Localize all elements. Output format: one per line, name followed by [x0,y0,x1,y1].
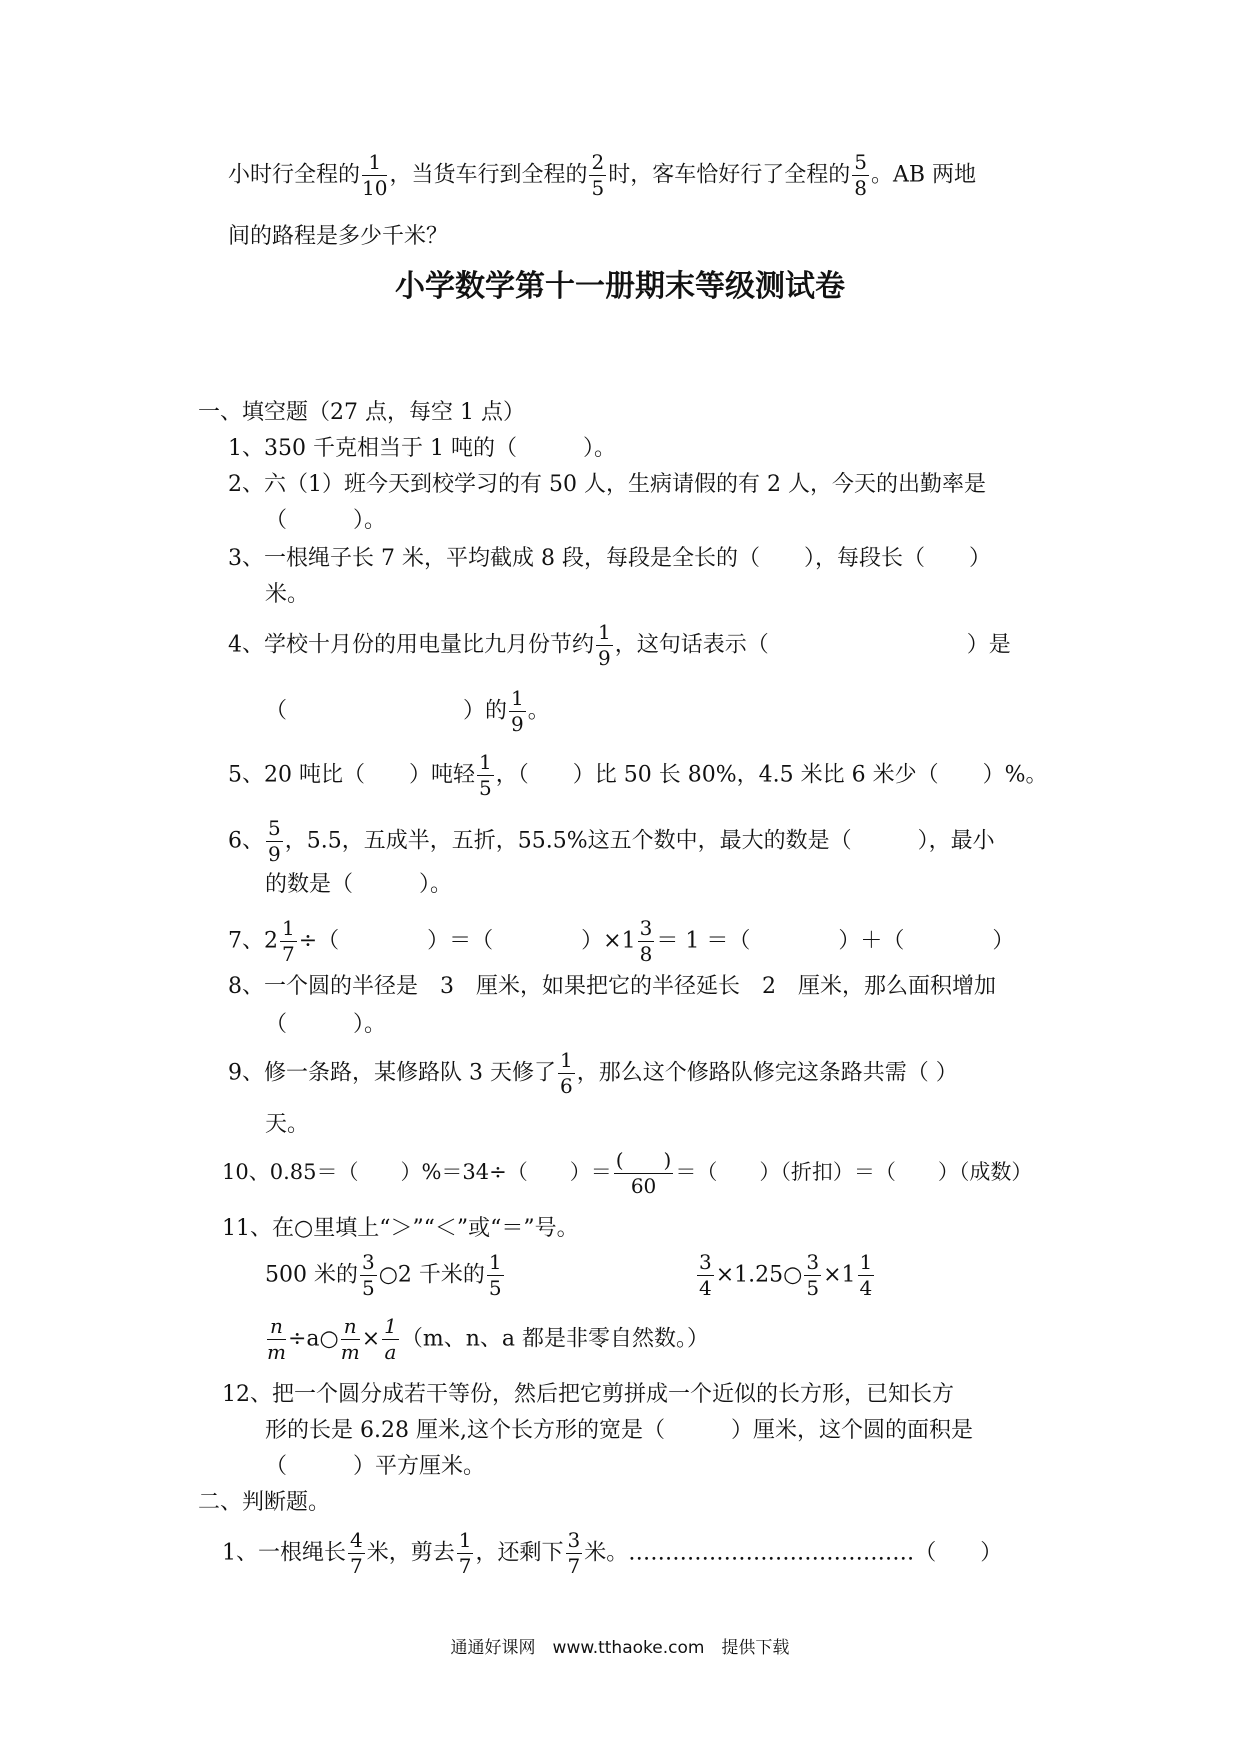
text: 7、2 [228,928,278,954]
denominator: 4 [859,1276,873,1300]
fraction [697,1252,714,1299]
question-6-line1 [228,818,995,865]
numerator: ( ) [615,1148,672,1172]
question-11-compare-2 [695,1252,876,1299]
text: ，那么这个修路队修完这条路共需（ ） [576,1060,958,1086]
text: ＝ 1 ＝（ ）＋（ ） [656,928,1015,954]
fraction [382,1316,399,1363]
question-2-line1: 2、六（1）班今天到校学习的有 50 人，生病请假的有 2 人，今天的出勤率是 [228,472,986,497]
question-6-line2: 的数是（ ）。 [265,872,453,897]
denominator: 5 [591,176,605,200]
question-1: 1、350 千克相当于 1 吨的（ ）。 [228,436,616,461]
numerator: 1 [859,1250,873,1274]
text: 。 [527,698,550,724]
fraction [804,1252,821,1299]
numerator: 1 [598,620,611,644]
question-9-line1 [228,1050,958,1097]
text: 9、修一条路，某修路队 3 天修了 [228,1060,556,1086]
question-12-line3: （ ）平方厘米。 [265,1454,486,1479]
numerator: 3 [806,1250,820,1274]
fraction [638,918,655,965]
text: 米，剪去 [366,1540,455,1566]
numerator: 3 [699,1250,712,1274]
text: ，还剩下 [475,1540,564,1566]
numerator: 1 [479,750,492,774]
text: 时，客车恰好行了全程的 [608,162,851,188]
text: ，当货车行到全程的 [389,162,588,188]
fraction [852,152,869,199]
question-3-line1: 3、一根绳子长 7 米，平均截成 8 段，每段是全长的（ ），每段长（ ） [228,546,991,571]
text: 。AB 两地 [870,162,977,188]
numerator: 3 [567,1528,581,1552]
text: ，这句话表示（ ）是 [614,632,1011,658]
problem-continuation-line2: 间的路程是多少千米？ [228,224,449,249]
numerator: 5 [854,150,867,174]
fraction [266,818,283,865]
denominator: m [267,1340,286,1364]
text: 10、0.85＝（ ）%＝34÷（ ）＝ [222,1160,612,1184]
fraction [457,1530,474,1577]
denominator: 7 [458,1554,472,1578]
denominator: 6 [559,1074,573,1098]
question-11-compare-1 [265,1252,506,1299]
denominator: 8 [639,942,653,966]
question-2-line2: （ ）。 [265,508,387,533]
denominator: 5 [479,776,492,800]
text: 5、20 吨比（ ）吨轻 [228,762,475,788]
denominator: 9 [511,712,524,736]
section-heading-fill-in: 一、填空题（27 点，每空 1 点） [198,400,525,425]
text: 6、 [228,828,264,854]
fraction [614,1150,674,1197]
denominator: 8 [854,176,867,200]
fraction [362,152,387,199]
numerator: 5 [268,816,281,840]
fraction [348,1530,365,1577]
denominator: 5 [362,1276,375,1300]
numerator: 3 [639,916,653,940]
question-3-line2: 米。 [265,582,310,607]
text: （m、n、a 都是非零自然数。） [400,1326,709,1352]
question-10 [222,1150,1032,1197]
question-5 [228,752,1047,799]
numerator: 1 [458,1528,472,1552]
fraction [509,688,526,735]
text: ＝（ ）（折扣）＝（ ）（成数） [675,1160,1033,1184]
denominator: 9 [598,646,611,670]
text: ○2 千米的 [378,1262,485,1288]
fraction [267,1316,286,1363]
text: ，（ ）比 50 长 80%，4.5 米比 6 米少（ ）%。 [495,762,1048,788]
denominator: 10 [362,176,388,200]
problem-continuation-line1 [228,152,976,199]
question-12-line2: 形的长是 6.28 厘米,这个长方形的宽是（ ）厘米，这个圆的面积是 [265,1418,973,1443]
fraction [341,1316,360,1363]
fraction [477,752,494,799]
text: 米。…………………………………（ ） [584,1540,1003,1566]
text: ，5.5，五成半，五折，55.5%这五个数中，最大的数是（ ），最小 [284,828,995,854]
fraction [858,1252,875,1299]
text: 小时行全程的 [228,162,361,188]
fraction [589,152,606,199]
question-4-line1 [228,622,1011,669]
judgment-1 [222,1530,1002,1577]
denominator: 4 [699,1276,712,1300]
denominator: 60 [630,1174,657,1198]
section-heading-true-false: 二、判断题。 [198,1490,331,1515]
numerator: 1 [362,152,387,176]
numerator: 1 [384,1314,397,1338]
fraction [566,1530,583,1577]
question-8-line1: 8、一个圆的半径是 3 厘米，如果把它的半径延长 2 厘米，那么面积增加 [228,974,996,999]
fraction [360,1252,377,1299]
text: ÷（ ）＝（ ）×1 [298,928,636,954]
text: ÷a○ [287,1326,339,1352]
text: 4、学校十月份的用电量比九月份节约 [228,632,594,658]
page-title: 小学数学第十一册期末等级测试卷 [395,269,845,304]
question-12-line1: 12、把一个圆分成若干等份，然后把它剪拼成一个近似的长方形，已知长方 [222,1382,954,1407]
numerator: n [341,1316,360,1340]
question-4-line2 [265,688,550,735]
fraction [596,622,613,669]
question-9-line2: 天。 [265,1112,310,1137]
numerator: 1 [511,686,524,710]
denominator: a [384,1340,397,1364]
numerator: 1 [559,1048,573,1072]
text: 500 米的 [265,1262,358,1288]
denominator: 7 [350,1554,363,1578]
denominator: 7 [282,942,295,966]
numerator: 3 [362,1250,375,1274]
numerator: 1 [282,916,295,940]
text: × [361,1326,381,1352]
fraction [487,1252,504,1299]
numerator: 1 [488,1250,502,1274]
denominator: 9 [268,842,281,866]
text: 1、一根绳长 [222,1540,346,1566]
text: ×1 [823,1262,856,1288]
denominator: 5 [488,1276,502,1300]
denominator: 5 [806,1276,820,1300]
question-8-line2: （ ）。 [265,1012,387,1037]
text: （ ）的 [265,698,508,724]
fraction [558,1050,575,1097]
question-11-compare-3 [265,1316,709,1363]
question-11-line1: 11、在○里填上“＞”“＜”或“＝”号。 [222,1216,579,1241]
numerator: 4 [350,1528,363,1552]
numerator: n [267,1316,286,1340]
footer-credit: 通通好课网 www.tthaoke.com 提供下载 [450,1638,790,1658]
fraction [280,918,297,965]
text: ×1.25○ [715,1262,803,1288]
question-7 [228,918,1014,965]
denominator: 7 [567,1554,581,1578]
numerator: 2 [591,150,605,174]
denominator: m [340,1340,360,1364]
